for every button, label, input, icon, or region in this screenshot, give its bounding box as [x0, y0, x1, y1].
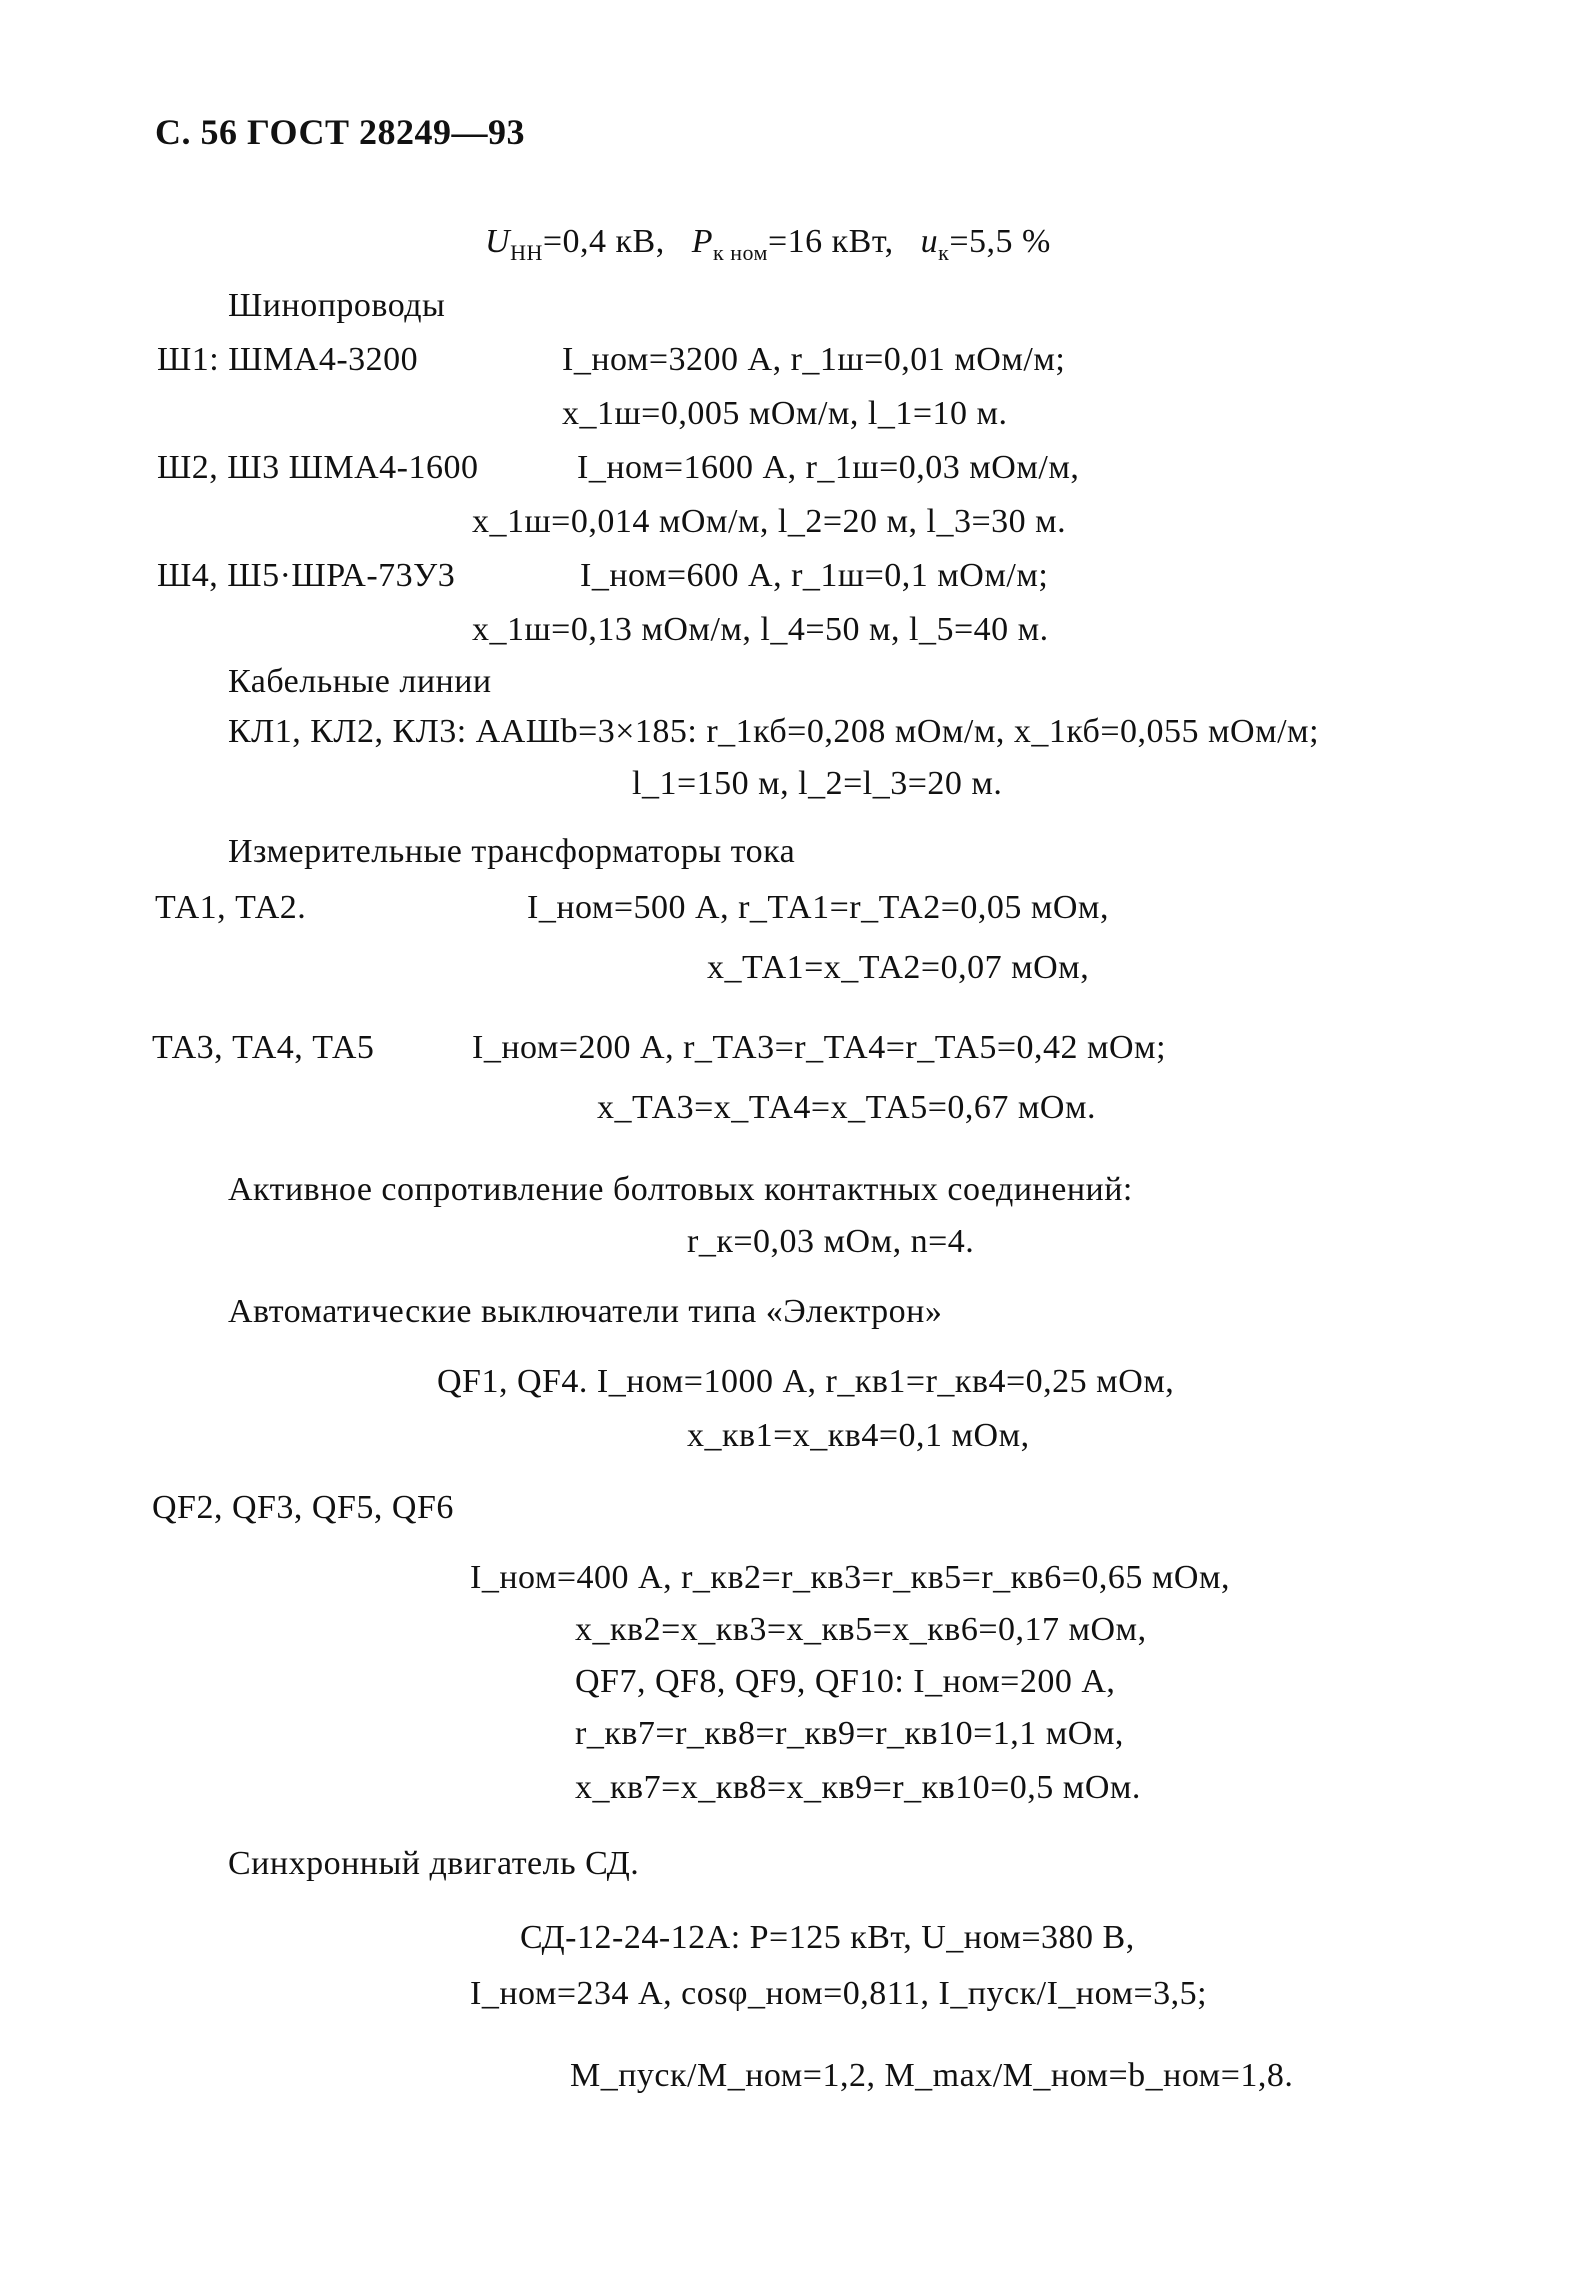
ta1-name: ТА1, ТА2.: [155, 889, 307, 926]
motor-line1: СД-12-24-12А: P=125 кВт, U_ном=380 В,: [520, 1919, 1135, 1956]
ct-heading: Измерительные трансформаторы тока: [228, 833, 796, 870]
qf1-line1: QF1, QF4. I_ном=1000 А, r_кв1=r_кв4=0,25 мОм,: [437, 1363, 1175, 1400]
sh4-line2: x_1ш=0,13 мОм/м, l_4=50 м, l_5=40 м.: [472, 611, 1049, 648]
motor-heading: Синхронный двигатель СД.: [228, 1845, 640, 1882]
transformer-params: $U_{НН}=0,4$ кВ, $P_{к ном}=16$ кВт, $u_к=5,5$ %: [485, 223, 1051, 265]
sh4-line1: I_ном=600 А, r_1ш=0,1 мОм/м;: [580, 557, 1049, 594]
ta1-line1: I_ном=500 А, r_ТА1=r_ТА2=0,05 мОм,: [527, 889, 1109, 926]
sh2-line2: x_1ш=0,014 мОм/м, l_2=20 м, l_3=30 м.: [472, 503, 1067, 540]
cables-heading: Кабельные линии: [228, 663, 492, 700]
motor-line2: I_ном=234 А, cosφ_ном=0,811, I_пуск/I_ном=3,5;: [470, 1975, 1208, 2012]
qf7-line1: QF7, QF8, QF9, QF10: I_ном=200 А,: [575, 1663, 1116, 1700]
ta1-line2: x_ТА1=x_ТА2=0,07 мОм,: [707, 949, 1090, 986]
qf2-name: QF2, QF3, QF5, QF6: [152, 1489, 454, 1526]
qf7-line2: r_кв7=r_кв8=r_кв9=r_кв10=1,1 мОм,: [575, 1715, 1124, 1752]
ta3-name: ТА3, ТА4, ТА5: [152, 1029, 375, 1066]
contacts-line: r_к=0,03 мОм, n=4.: [687, 1223, 975, 1260]
sh2-name: Ш2, Ш3 ШМА4-1600: [157, 449, 479, 486]
motor-line3: M_пуск/M_ном=1,2, M_max/M_ном=b_ном=1,8.: [570, 2057, 1294, 2094]
ta3-line2: x_ТА3=x_ТА4=x_ТА5=0,67 мОм.: [597, 1089, 1096, 1126]
cables-line2: l_1=150 м, l_2=l_3=20 м.: [632, 765, 1003, 802]
page-header: С. 56 ГОСТ 28249—93: [155, 112, 525, 152]
contacts-heading: Активное сопротивление болтовых контактных соединений:: [228, 1171, 1133, 1208]
qf2-line1: I_ном=400 А, r_кв2=r_кв3=r_кв5=r_кв6=0,65 мОм,: [470, 1559, 1230, 1596]
qf7-line3: x_кв7=x_кв8=x_кв9=r_кв10=0,5 мОм.: [575, 1769, 1141, 1806]
ta3-line1: I_ном=200 А, r_ТА3=r_ТА4=r_ТА5=0,42 мОм;: [472, 1029, 1167, 1066]
sh1-name: Ш1: ШМА4-3200: [157, 341, 419, 378]
sh2-line1: I_ном=1600 А, r_1ш=0,03 мОм/м,: [577, 449, 1080, 486]
sh1-line2: x_1ш=0,005 мОм/м, l_1=10 м.: [562, 395, 1008, 432]
breakers-heading: Автоматические выключатели типа «Электрон»: [228, 1293, 943, 1330]
sh1-line1: I_ном=3200 А, r_1ш=0,01 мОм/м;: [562, 341, 1066, 378]
cables-line1: КЛ1, КЛ2, КЛ3: ААШb=3×185: r_1кб=0,208 мОм/м, x_1кб=0,055 мОм/м;: [228, 713, 1320, 750]
qf2-line2: x_кв2=x_кв3=x_кв5=x_кв6=0,17 мОм,: [575, 1611, 1147, 1648]
sh4-name: Ш4, Ш5·ШРА-73У3: [157, 557, 456, 594]
busbars-heading: Шинопроводы: [228, 287, 446, 324]
qf1-line2: x_кв1=x_кв4=0,1 мОм,: [687, 1417, 1030, 1454]
